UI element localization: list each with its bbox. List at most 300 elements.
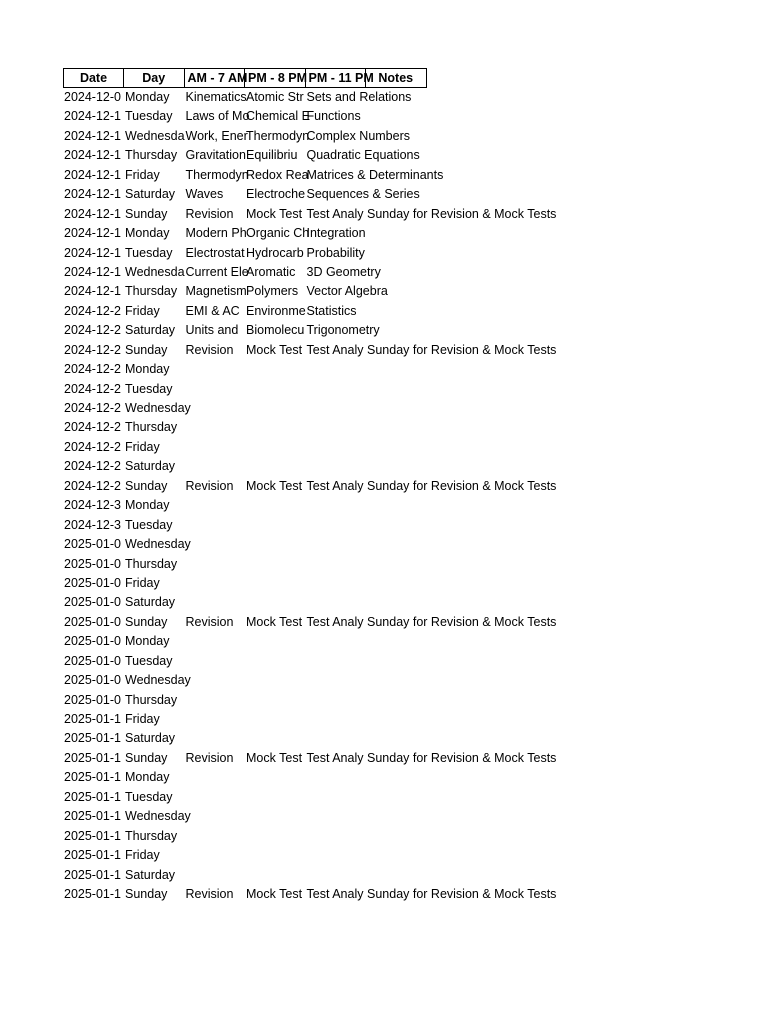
- cell-slot-3: [306, 807, 367, 826]
- cell-slot-3: [306, 555, 367, 574]
- table-row: [63, 574, 606, 593]
- cell-slot-2: Polymers: [246, 284, 299, 299]
- cell-notes: [366, 788, 606, 807]
- cell-slot-1: Units and: [185, 323, 239, 338]
- cell-slot-2: [245, 768, 306, 787]
- cell-day: Monday: [125, 226, 170, 241]
- cell-slot-3: Test Analy: [306, 886, 364, 901]
- cell-slot-2: Equilibriu: [246, 148, 298, 163]
- cell-date: 2024-12-0: [64, 90, 121, 104]
- cell-slot-2: [245, 418, 306, 437]
- cell-slot-3: Quadratic Equations: [306, 148, 420, 163]
- cell-slot-2: [245, 438, 306, 457]
- cell-notes: [366, 107, 606, 126]
- cell-slot-3: [306, 671, 367, 690]
- cell-day: Thursday: [125, 828, 178, 843]
- cell-slot-2: [245, 866, 306, 885]
- cell-notes: [366, 593, 606, 612]
- cell-day: Wednesday: [125, 809, 191, 824]
- cell-slot-2: [245, 671, 306, 690]
- header-row: [63, 68, 606, 88]
- cell-slot-1: [185, 846, 246, 865]
- cell-date: 2024-12-1: [64, 109, 121, 124]
- cell-slot-1: Work, Ener: [185, 128, 248, 143]
- cell-slot-1: Current Ele: [185, 264, 249, 279]
- cell-day: Monday: [125, 498, 170, 513]
- cell-notes: Sunday for Revision & Mock Tests: [367, 614, 557, 629]
- table-row: [63, 146, 606, 165]
- cell-slot-2: [245, 846, 306, 865]
- cell-notes: [366, 846, 606, 865]
- cell-date: 2024-12-1: [64, 226, 121, 241]
- cell-slot-1: [185, 555, 246, 574]
- cell-slot-2: Mock Test: [246, 478, 303, 493]
- cell-notes: [366, 263, 606, 282]
- cell-slot-1: Modern Ph: [185, 226, 247, 241]
- cell-day: Wednesday: [125, 401, 191, 415]
- cell-slot-1: [185, 380, 246, 399]
- cell-date: 2024-12-1: [64, 187, 121, 202]
- cell-slot-1: [185, 360, 246, 379]
- table-row: [63, 107, 606, 126]
- cell-notes: [366, 438, 606, 457]
- table-row: [63, 418, 606, 437]
- cell-date: 2024-12-3: [64, 517, 121, 532]
- cell-date: 2025-01-1: [64, 848, 121, 863]
- cell-date: 2025-01-0: [64, 692, 121, 707]
- cell-notes: [366, 321, 606, 340]
- cell-day: Sunday: [125, 478, 168, 493]
- cell-date: 2025-01-0: [64, 595, 121, 610]
- cell-notes: [366, 691, 606, 710]
- table-row: [63, 496, 606, 515]
- table-body: [63, 88, 606, 904]
- table-row: [63, 438, 606, 457]
- cell-slot-1: Revision: [185, 750, 234, 765]
- cell-date: 2025-01-0: [64, 556, 121, 571]
- table-row: [63, 224, 606, 243]
- cell-date: 2025-01-1: [64, 712, 121, 726]
- cell-slot-1: [185, 671, 246, 690]
- cell-slot-1: [185, 457, 246, 476]
- cell-day: Wednesday: [125, 537, 191, 552]
- table-row: [63, 535, 606, 554]
- cell-slot-3: [306, 360, 367, 379]
- table-row: [63, 263, 606, 282]
- cell-slot-3: 3D Geometry: [306, 264, 381, 279]
- cell-slot-1: Kinematics: [185, 90, 247, 104]
- cell-date: 2024-12-2: [64, 323, 121, 338]
- cell-slot-1: EMI & AC: [185, 303, 240, 318]
- cell-day: Monday: [125, 770, 170, 785]
- cell-date: 2025-01-1: [64, 731, 121, 746]
- cell-day: Thursday: [125, 420, 178, 435]
- cell-slot-3: [306, 691, 367, 710]
- cell-day: Saturday: [125, 323, 176, 338]
- cell-notes: [366, 729, 606, 748]
- cell-date: 2024-12-2: [64, 303, 121, 318]
- cell-slot-3: [306, 516, 367, 535]
- table-row: [63, 341, 606, 360]
- cell-notes: [366, 457, 606, 476]
- cell-slot-1: [185, 516, 246, 535]
- cell-date: 2025-01-0: [64, 537, 121, 552]
- table-row: [63, 613, 606, 632]
- cell-day: Tuesday: [125, 789, 173, 804]
- cell-slot-2: [245, 555, 306, 574]
- cell-notes: [366, 807, 606, 826]
- cell-slot-1: [185, 729, 246, 748]
- cell-slot-1: Revision: [185, 206, 234, 221]
- cell-notes: [366, 671, 606, 690]
- cell-slot-2: [245, 496, 306, 515]
- header-slot-3: PM - 11 PM: [306, 68, 367, 88]
- cell-notes: [366, 555, 606, 574]
- cell-day: Friday: [125, 303, 160, 318]
- cell-slot-1: Thermodyn: [185, 167, 249, 182]
- cell-slot-1: [185, 574, 246, 593]
- cell-notes: [366, 185, 606, 204]
- cell-date: 2024-12-2: [64, 439, 121, 454]
- cell-day: Tuesday: [125, 653, 173, 668]
- cell-notes: [366, 399, 606, 418]
- cell-slot-1: Waves: [185, 187, 224, 202]
- cell-day: Monday: [125, 634, 170, 649]
- cell-notes: [366, 360, 606, 379]
- cell-slot-3: Probability: [306, 245, 365, 260]
- cell-day: Friday: [125, 848, 160, 863]
- table-row: [63, 321, 606, 340]
- cell-slot-3: Sequences & Series: [306, 187, 420, 202]
- cell-day: Saturday: [125, 867, 176, 882]
- cell-day: Thursday: [125, 148, 178, 163]
- cell-day: Friday: [125, 712, 160, 726]
- cell-notes: [366, 827, 606, 846]
- cell-date: 2024-12-2: [64, 381, 121, 396]
- cell-slot-2: [245, 535, 306, 554]
- cell-slot-3: [306, 866, 367, 885]
- cell-date: 2025-01-0: [64, 653, 121, 668]
- cell-slot-2: [245, 691, 306, 710]
- cell-slot-3: Test Analy: [306, 614, 364, 629]
- cell-day: Tuesday: [125, 517, 173, 532]
- cell-slot-1: [185, 399, 246, 418]
- cell-slot-2: Electroche: [246, 187, 306, 202]
- cell-date: 2025-01-1: [64, 809, 121, 824]
- cell-day: Friday: [125, 439, 160, 454]
- cell-notes: [366, 652, 606, 671]
- cell-slot-1: Laws of Mo: [185, 109, 250, 124]
- cell-notes: [366, 710, 606, 729]
- cell-date: 2025-01-1: [64, 750, 121, 765]
- schedule-sheet: [63, 68, 606, 904]
- cell-notes: Sunday for Revision & Mock Tests: [367, 342, 557, 357]
- table-row: [63, 244, 606, 263]
- cell-slot-2: [245, 652, 306, 671]
- cell-slot-2: [245, 574, 306, 593]
- cell-slot-1: Magnetism: [185, 284, 247, 299]
- cell-date: 2025-01-0: [64, 614, 121, 629]
- cell-slot-3: [306, 593, 367, 612]
- cell-slot-1: Electrostat: [185, 245, 245, 260]
- cell-slot-2: Mock Test: [246, 886, 303, 901]
- cell-notes: [366, 166, 606, 185]
- cell-notes: [366, 127, 606, 146]
- table-row: [63, 399, 606, 418]
- cell-slot-2: [245, 457, 306, 476]
- cell-date: 2024-12-1: [64, 206, 121, 221]
- table-row: [63, 671, 606, 690]
- cell-day: Friday: [125, 575, 160, 590]
- cell-slot-3: [306, 496, 367, 515]
- cell-day: Saturday: [125, 459, 176, 474]
- table-row: [63, 477, 606, 496]
- cell-day: Wednesday: [125, 673, 191, 688]
- cell-date: 2025-01-1: [64, 886, 121, 901]
- cell-notes: [366, 146, 606, 165]
- cell-slot-1: [185, 691, 246, 710]
- table-row: [63, 360, 606, 379]
- cell-notes: [366, 632, 606, 651]
- cell-date: 2024-12-1: [64, 264, 121, 279]
- cell-notes: Sunday for Revision & Mock Tests: [367, 750, 557, 765]
- header-day: Day: [124, 68, 185, 88]
- cell-slot-2: Thermodyn: [246, 128, 310, 143]
- cell-slot-2: Mock Test: [246, 342, 303, 357]
- table-row: [63, 749, 606, 768]
- table-row: [63, 593, 606, 612]
- cell-slot-3: [306, 768, 367, 787]
- cell-slot-3: [306, 788, 367, 807]
- cell-date: 2024-12-1: [64, 245, 121, 260]
- cell-notes: [366, 496, 606, 515]
- table-row: [63, 555, 606, 574]
- cell-date: 2025-01-0: [64, 634, 121, 649]
- cell-day: Sunday: [125, 750, 168, 765]
- cell-slot-2: [245, 632, 306, 651]
- cell-slot-3: Test Analy: [306, 206, 364, 221]
- cell-day: Monday: [125, 90, 170, 104]
- cell-slot-2: [245, 788, 306, 807]
- cell-day: Wednesda: [125, 264, 185, 279]
- cell-slot-1: Revision: [185, 614, 234, 629]
- cell-slot-1: [185, 593, 246, 612]
- cell-date: 2024-12-1: [64, 284, 121, 299]
- cell-date: 2024-12-2: [64, 401, 121, 415]
- cell-notes: [366, 574, 606, 593]
- cell-slot-2: [245, 593, 306, 612]
- cell-notes: [366, 244, 606, 263]
- cell-date: 2025-01-1: [64, 828, 121, 843]
- cell-slot-2: [245, 710, 306, 729]
- cell-notes: Sunday for Revision & Mock Tests: [367, 886, 557, 901]
- cell-slot-2: Atomic Str: [246, 90, 304, 104]
- cell-slot-3: Test Analy: [306, 478, 364, 493]
- cell-date: 2024-12-2: [64, 478, 121, 493]
- cell-slot-2: Mock Test: [246, 750, 303, 765]
- cell-slot-3: Matrices & Determinants: [306, 167, 444, 182]
- cell-date: 2024-12-1: [64, 148, 121, 163]
- cell-day: Sunday: [125, 614, 168, 629]
- header-date: Date: [63, 68, 124, 88]
- table-row: [63, 788, 606, 807]
- cell-slot-3: Statistics: [306, 303, 357, 318]
- cell-slot-3: Functions: [306, 109, 361, 124]
- cell-day: Thursday: [125, 556, 178, 571]
- cell-slot-2: [245, 516, 306, 535]
- cell-slot-3: [306, 846, 367, 865]
- cell-slot-2: Chemical E: [246, 109, 310, 124]
- cell-slot-2: [245, 360, 306, 379]
- table-row: [63, 652, 606, 671]
- cell-date: 2024-12-1: [64, 128, 121, 143]
- cell-slot-1: [185, 788, 246, 807]
- cell-day: Thursday: [125, 692, 178, 707]
- header-slot-2: PM - 8 PM: [245, 68, 306, 88]
- cell-slot-2: Mock Test: [246, 614, 303, 629]
- cell-date: 2025-01-0: [64, 575, 121, 590]
- cell-slot-2: [245, 807, 306, 826]
- cell-slot-3: Sets and Relations: [306, 90, 412, 104]
- cell-slot-2: [245, 729, 306, 748]
- cell-day: Tuesday: [125, 109, 173, 124]
- cell-slot-2: [245, 399, 306, 418]
- cell-notes: [366, 282, 606, 301]
- cell-date: 2024-12-2: [64, 342, 121, 357]
- cell-notes: [366, 302, 606, 321]
- cell-date: 2025-01-1: [64, 770, 121, 785]
- table-row: [63, 127, 606, 146]
- cell-notes: [366, 418, 606, 437]
- cell-slot-2: [245, 827, 306, 846]
- cell-slot-3: Trigonometry: [306, 323, 380, 338]
- cell-slot-3: [306, 632, 367, 651]
- cell-date: 2024-12-3: [64, 498, 121, 513]
- cell-slot-3: [306, 380, 367, 399]
- cell-day: Monday: [125, 362, 170, 377]
- cell-slot-2: Mock Test: [246, 206, 303, 221]
- cell-slot-2: Biomolecu: [246, 323, 305, 338]
- table-row: [63, 457, 606, 476]
- table-row: [63, 729, 606, 748]
- cell-slot-3: [306, 438, 367, 457]
- cell-notes: [366, 768, 606, 787]
- cell-notes: [366, 535, 606, 554]
- cell-slot-1: [185, 418, 246, 437]
- cell-slot-2: Redox Rea: [246, 167, 309, 182]
- cell-slot-3: [306, 710, 367, 729]
- cell-slot-3: [306, 652, 367, 671]
- cell-slot-1: [185, 827, 246, 846]
- cell-date: 2025-01-0: [64, 673, 121, 688]
- header-notes: Notes: [366, 68, 427, 88]
- cell-date: 2024-12-2: [64, 459, 121, 474]
- cell-slot-1: [185, 496, 246, 515]
- cell-notes: Sunday for Revision & Mock Tests: [367, 478, 557, 493]
- cell-slot-1: Revision: [185, 886, 234, 901]
- cell-slot-2: Environme: [246, 303, 306, 318]
- cell-day: Saturday: [125, 595, 176, 610]
- cell-slot-3: [306, 399, 367, 418]
- cell-slot-1: Gravitation: [185, 148, 246, 163]
- table-row: [63, 185, 606, 204]
- cell-slot-1: [185, 632, 246, 651]
- table-row: [63, 846, 606, 865]
- cell-day: Sunday: [125, 342, 168, 357]
- cell-notes: [366, 380, 606, 399]
- cell-day: Saturday: [125, 731, 176, 746]
- table-row: [63, 88, 606, 107]
- table-row: [63, 885, 606, 904]
- cell-slot-3: Test Analy: [306, 342, 364, 357]
- cell-slot-3: Complex Numbers: [306, 128, 411, 143]
- cell-slot-2: Hydrocarb: [246, 245, 304, 260]
- cell-day: Saturday: [125, 187, 176, 202]
- cell-date: 2025-01-1: [64, 789, 121, 804]
- table-row: [63, 205, 606, 224]
- cell-slot-1: [185, 535, 246, 554]
- cell-slot-3: [306, 827, 367, 846]
- cell-slot-3: [306, 535, 367, 554]
- cell-slot-3: Test Analy: [306, 750, 364, 765]
- cell-slot-3: Integration: [306, 226, 366, 241]
- cell-slot-3: [306, 729, 367, 748]
- cell-slot-1: [185, 438, 246, 457]
- table-row: [63, 827, 606, 846]
- cell-slot-1: [185, 652, 246, 671]
- cell-date: 2024-12-1: [64, 167, 121, 182]
- table-row: [63, 768, 606, 787]
- cell-date: 2024-12-2: [64, 362, 121, 377]
- cell-date: 2024-12-2: [64, 420, 121, 435]
- header-slot-1: AM - 7 AM: [185, 68, 246, 88]
- table-row: [63, 691, 606, 710]
- cell-day: Wednesda: [125, 128, 185, 143]
- table-row: [63, 166, 606, 185]
- cell-day: Tuesday: [125, 245, 173, 260]
- cell-slot-3: [306, 418, 367, 437]
- cell-notes: [366, 866, 606, 885]
- table-row: [63, 710, 606, 729]
- table-row: [63, 380, 606, 399]
- cell-slot-1: [185, 768, 246, 787]
- cell-date: 2025-01-1: [64, 867, 121, 882]
- cell-slot-1: Revision: [185, 342, 234, 357]
- cell-slot-3: [306, 457, 367, 476]
- cell-slot-3: [306, 574, 367, 593]
- cell-slot-1: [185, 710, 246, 729]
- cell-notes: Sunday for Revision & Mock Tests: [367, 206, 557, 221]
- cell-slot-2: [245, 380, 306, 399]
- table-row: [63, 302, 606, 321]
- cell-notes: [366, 224, 606, 243]
- cell-notes: [366, 516, 606, 535]
- table-row: [63, 807, 606, 826]
- cell-slot-3: Vector Algebra: [306, 284, 388, 299]
- cell-day: Sunday: [125, 206, 168, 221]
- cell-day: Sunday: [125, 886, 168, 901]
- cell-slot-1: [185, 807, 246, 826]
- table-row: [63, 516, 606, 535]
- table-row: [63, 282, 606, 301]
- cell-notes: [366, 88, 606, 107]
- cell-day: Tuesday: [125, 381, 173, 396]
- cell-slot-1: [185, 866, 246, 885]
- table-row: [63, 866, 606, 885]
- cell-day: Friday: [125, 167, 160, 182]
- cell-slot-1: Revision: [185, 478, 234, 493]
- table-row: [63, 632, 606, 651]
